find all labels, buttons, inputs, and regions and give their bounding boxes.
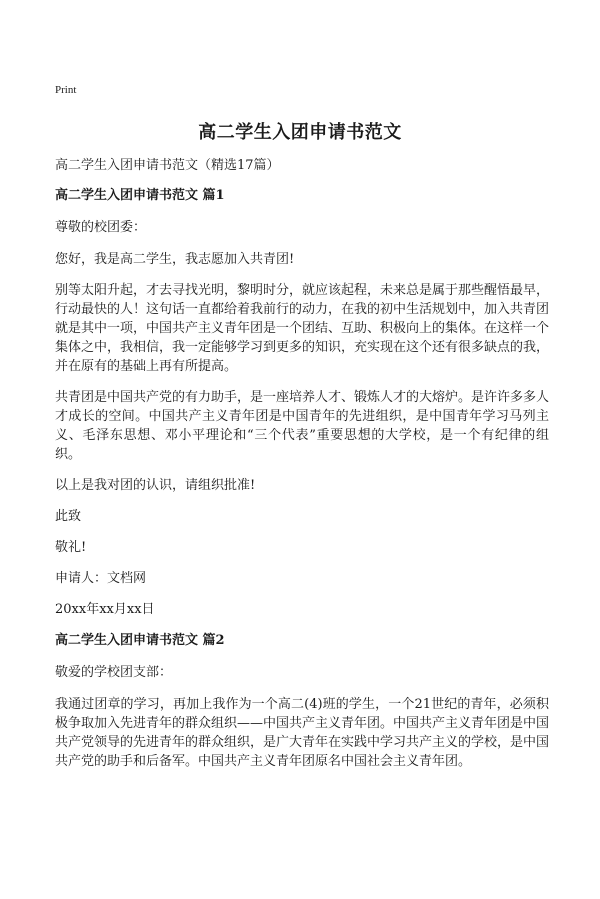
salutation: 尊敬的校团委： (55, 220, 147, 235)
paragraph: 您好，我是高二学生，我志愿加入共青团! (55, 252, 295, 267)
print-link[interactable]: Print (55, 84, 77, 96)
paragraph: 别等太阳升起，才去寻找光明，黎明时分，就应该起程，未来总是属于那些醒悟最早，行动最快的人！这句话一直都给着我前行的动力，在我的初中生活规划中，加入共青团就是其中一项，中国共产主义青年团是一个团结、互助、积极向上的集体。在这样一个集体之中，我相信，我一定能够学习到更多的知识，充实现在这个还有很多缺点的我，并在原有的基础上再有所提高。 (55, 283, 550, 374)
paragraph: 共青团是中国共产党的有力助手，是一座培养人才、锻炼人才的大熔炉。是许许多多人才成长的空间。中国共产主义青年团是中国青年的先进组织，是中国青年学习马列主义、毛泽东思想、邓小平理论和“三个代表”重要思想的大学校，是一个有纪律的组织。 (55, 390, 550, 462)
section-heading: 高二学生入团申请书范文 篇2 (55, 633, 225, 648)
closing-line: 敬礼! (55, 540, 87, 555)
section-heading: 高二学生入团申请书范文 篇1 (55, 188, 225, 203)
date-line: 20xx年xx月xx日 (55, 602, 155, 617)
closing-line: 此致 (55, 509, 82, 524)
paragraph: 我通过团章的学习，再加上我作为一个高二(4)班的学生，一个21世纪的青年，必须积极争取加入先进青年的群众组织——中国共产主义青年团。中国共产主义青年团是中国共产党领导的先进青年的群众组织，是广大青年在实践中学习共产主义的学校，是中国共产党的助手和后备军。中国共产主义青年团原名中国社会主义青年团。 (55, 697, 550, 769)
paragraph: 以上是我对团的认识，请组织批准! (55, 478, 256, 493)
page-title: 高二学生入团申请书范文 (198, 122, 402, 143)
applicant-line: 申请人：文档网 (55, 571, 147, 586)
document-body (55, 186, 549, 783)
salutation: 敬爱的学校团支部： (55, 665, 173, 680)
document-subtitle: 高二学生入团申请书范文（精选17篇） (55, 158, 280, 173)
